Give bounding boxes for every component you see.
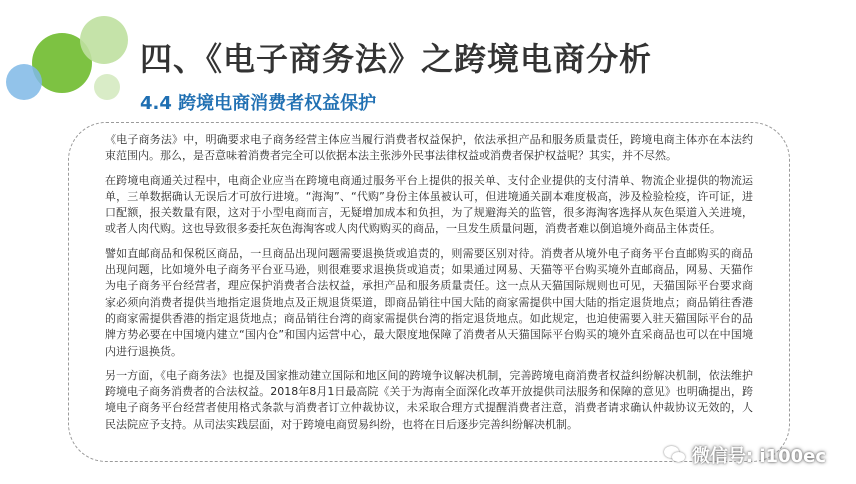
paragraph: 《电子商务法》中，明确要求电子商务经营主体应当履行消费者权益保护，依法承担产品和服务质量责任，跨境电商主体亦在本法约束范围内。那么，是否意味着消费者完全可以依据本法主张涉外民事法律权益或消费者保护权益呢？其实，并不尽然。 [105,133,753,163]
paragraph: 另一方面，《电子商务法》也提及国家推动建立国际和地区间的跨境争议解决机制，完善跨境电商消费者权益纠纷解决机制，依法维护跨境电子商务消费者的合法权益。2018年8月1日最高院《关于为海南全面深化改革开放提供司法服务和保障的意见》也明确提出，跨境电子商务平台经营者使用格式条款与消费者订立仲裁协议，未采取合理方式提醒消费者注意，消费者请求确认仲裁协议无效的，人民法院应予支持。从司法实践层面，对于跨境电商贸易纠纷，也将在日后逐步完善纠纷解决机制。 [105,368,753,431]
watermark [664,442,826,468]
wechat-icon [664,446,686,464]
paragraph: 譬如直邮商品和保税区商品，一旦商品出现问题需要退换货或追责的，则需要区别对待。消费者从境外电子商务平台直邮购买的商品出现问题，比如境外电子商务平台亚马逊，则很难要求退换货或追责；如果通过网易、天猫等平台购买境外直邮商品，网易、天猫作为电子商务平台经营者，理应保护消费者合法权益，承担产品和服务质量责任。这一点从天猫国际规则也可见，天猫国际平台要求商家必须向消费者提供当地指定退货地点及正规退货渠道，即商品销往中国大陆的商家需提供中国大陆的指定退货地点；商品销往香港的商家需提供香港的指定退货地点；商品销往台湾的商家需提供台湾的指定退货地点。如此规定，也迫使需要入驻天猫国际平台的品牌方势必要在中国境内建立“国内仓”和国内运营中心，最大限度地保障了消费者从天猫国际平台购买的境外直采商品也可以在中国境内进行退换货。 [105,246,753,358]
decor-circle-icon [94,74,120,100]
decor-circle-icon [80,16,128,64]
watermark-text: 微信号: i100ec [691,446,826,467]
slide-subtitle: 4.4 跨境电商消费者权益保护 [140,93,377,114]
decor-circle-icon [6,64,42,100]
content-box [68,122,790,462]
slide-title: 四、《电子商务法》之跨境电商分析 [140,40,653,78]
paragraph: 在跨境电商通关过程中，电商企业应当在跨境电商通过服务平台上提供的报关单、支付企业提供的支付清单、物流企业提供的物流运单，三单数据确认无误后才可放行进境。“海淘”、“代购”身份主体虽被认可，但进境通关副本难度极高，涉及检验检疫，许可证，进口配额，报关数量有限，这对于小型电商而言，无疑增加成本和负担，为了规避海关的监管，很多海淘客选择从灰色渠道入关进境，或者人肉代购。这也导致很多委托灰色海淘客或人肉代购购买的商品，一旦发生质量问题，消费者难以倒追境外商品主体责任。 [105,173,753,236]
